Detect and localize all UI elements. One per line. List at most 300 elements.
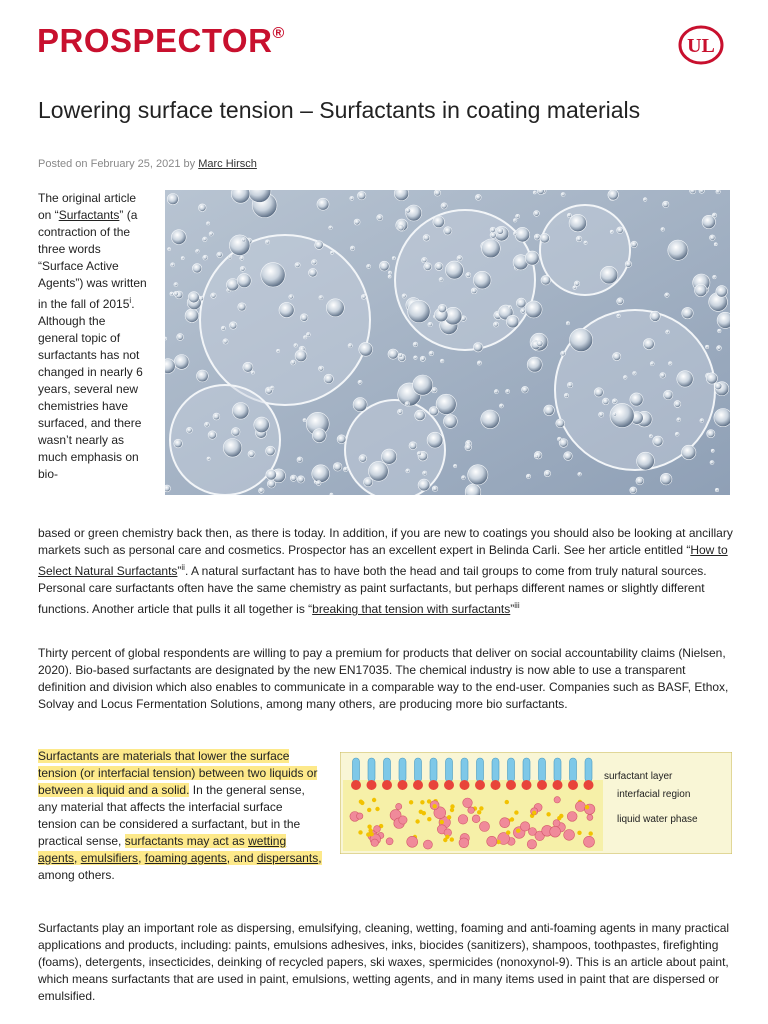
small-bubble — [433, 216, 445, 228]
small-bubble — [594, 388, 603, 397]
water-droplet — [407, 836, 418, 847]
intro-wide-text — [38, 525, 733, 618]
solute-dot — [516, 829, 520, 833]
small-bubble — [266, 446, 276, 456]
paragraph-bio-based: Thirty percent of global respondents are willing to pay a premium for products that deliver on social accountability claims (Nielsen, 2020). Bio-based surfactants are designated by the new EN17035. The chemical industry is now able to use a transparent definition and division which also enables to communicate in a comparable way to the end-user. Companies such as BASF, Ethox, Solvay and Locus Fermentation Solutions, among many others, are producing more bio surfactants. — [38, 646, 729, 711]
small-bubble — [527, 357, 542, 372]
small-bubble — [682, 445, 696, 459]
small-bubble — [361, 294, 366, 299]
small-bubble — [475, 194, 481, 200]
small-bubble — [711, 449, 714, 452]
surfactant-head — [537, 780, 547, 790]
small-bubble — [716, 190, 720, 194]
solute-dot — [450, 808, 454, 812]
label-liquid-water-phase: liquid water phase — [617, 814, 698, 825]
small-bubble — [358, 191, 366, 199]
small-bubble — [663, 201, 669, 207]
small-bubble — [289, 295, 294, 300]
footnote-ref-ii[interactable]: ii — [181, 563, 185, 572]
small-bubble — [428, 322, 432, 326]
small-bubble — [413, 342, 418, 347]
small-bubble — [556, 419, 565, 428]
solute-dot — [477, 810, 481, 814]
small-bubble — [713, 275, 716, 278]
small-bubble — [714, 243, 717, 246]
surfactant-tail — [461, 758, 468, 782]
small-bubble — [436, 394, 456, 414]
small-bubble — [350, 196, 354, 200]
small-bubble — [481, 410, 500, 429]
surfactant-head — [568, 780, 578, 790]
breaking-tension-link[interactable]: breaking that tension with surfactants — [312, 602, 511, 616]
small-bubble — [223, 339, 228, 344]
small-bubble — [174, 355, 189, 370]
small-bubble — [306, 333, 310, 337]
small-bubble — [617, 298, 624, 305]
small-bubble — [174, 291, 179, 296]
small-bubble — [243, 362, 253, 372]
small-bubble — [171, 263, 175, 267]
small-bubble — [631, 241, 637, 247]
highlight-definition: Surfactants are materials that lower the surface tension (or interfacial tension) between two liquids or between a liquid and a solid. — [38, 749, 318, 797]
small-bubble — [643, 339, 654, 350]
small-bubble — [171, 230, 186, 245]
water-droplet — [520, 822, 529, 831]
small-bubble — [533, 191, 536, 194]
small-bubble — [466, 273, 471, 278]
small-bubble — [208, 431, 216, 439]
surfactant-head — [553, 780, 563, 790]
small-bubble — [242, 238, 246, 242]
surfactant-head — [460, 780, 470, 790]
small-bubble — [438, 304, 446, 312]
small-bubble — [388, 275, 391, 278]
water-droplet — [550, 826, 561, 837]
small-bubble — [229, 235, 250, 256]
small-bubble — [408, 300, 430, 322]
small-bubble — [330, 251, 333, 254]
solute-dot — [427, 799, 431, 803]
surfactant-head — [491, 780, 501, 790]
small-bubble — [261, 263, 285, 287]
large-bubble — [170, 385, 280, 495]
small-bubble — [441, 203, 447, 209]
surfactants-link[interactable]: Surfactants — [58, 208, 120, 222]
small-bubble — [613, 352, 621, 360]
small-bubble — [633, 372, 636, 375]
small-bubble — [650, 311, 660, 321]
small-bubble — [564, 393, 568, 397]
small-bubble — [418, 479, 430, 491]
water-droplet — [587, 814, 593, 820]
small-bubble — [513, 219, 517, 223]
small-bubble — [521, 309, 526, 314]
text-run: among others. — [38, 868, 115, 882]
small-bubble — [677, 371, 693, 387]
prospector-logo[interactable] — [37, 24, 285, 57]
small-bubble — [207, 457, 210, 460]
solute-dot — [447, 815, 451, 819]
wetting-agents-link[interactable]: wetting agents — [38, 834, 287, 865]
small-bubble — [427, 432, 443, 448]
small-bubble — [699, 190, 704, 193]
small-bubble — [303, 419, 306, 422]
water-droplet — [553, 820, 560, 827]
surfactant-tail — [446, 758, 453, 782]
small-bubble — [398, 409, 403, 414]
surfactant-head — [506, 780, 516, 790]
surfactant-head — [351, 780, 361, 790]
small-bubble — [617, 227, 624, 234]
small-bubble — [429, 351, 434, 356]
small-bubble — [715, 488, 718, 491]
label-surfactant-layer: surfactant layer — [604, 771, 673, 782]
small-bubble — [423, 471, 427, 475]
small-bubble — [534, 234, 540, 240]
small-bubble — [439, 278, 443, 282]
small-bubble — [444, 415, 458, 429]
water-droplet — [386, 838, 393, 845]
small-bubble — [535, 455, 539, 459]
small-bubble — [251, 371, 254, 374]
surfactant-tail — [554, 758, 561, 782]
small-bubble — [666, 330, 670, 334]
surfactant-tail — [384, 758, 391, 782]
small-bubble — [695, 284, 707, 296]
text-run: The original article on “ — [38, 191, 137, 222]
solute-dot — [375, 807, 379, 811]
small-bubble — [369, 461, 389, 481]
small-bubble — [312, 465, 330, 483]
small-bubble — [617, 314, 620, 317]
water-droplet — [480, 822, 490, 832]
small-bubble — [174, 283, 178, 287]
small-bubble — [199, 204, 207, 212]
small-bubble — [297, 457, 303, 463]
small-bubble — [399, 353, 403, 357]
water-droplet — [423, 840, 432, 849]
water-droplet — [371, 839, 378, 846]
small-bubble — [435, 262, 443, 270]
small-bubble — [324, 374, 333, 383]
small-bubble — [526, 474, 530, 478]
small-bubble — [237, 274, 251, 288]
small-bubble — [254, 417, 270, 433]
text-run: ” — [177, 564, 182, 578]
surfactant-head — [522, 780, 532, 790]
small-bubble — [462, 476, 466, 480]
surfactant-tail — [353, 758, 360, 782]
small-bubble — [382, 449, 397, 464]
small-bubble — [165, 485, 171, 492]
solute-dot — [409, 800, 413, 804]
small-bubble — [279, 302, 294, 317]
small-bubble — [207, 222, 210, 225]
small-bubble — [440, 359, 444, 363]
small-bubble — [660, 373, 666, 379]
ul-logo-text: UL — [687, 35, 715, 57]
solute-dot — [546, 812, 550, 816]
small-bubble — [675, 432, 679, 436]
small-bubble — [650, 362, 654, 366]
posted-date: Posted on February 25, 2021 by — [38, 158, 196, 170]
small-bubble — [473, 343, 482, 352]
small-bubble — [343, 467, 347, 471]
solute-dot — [422, 811, 426, 815]
foam-bubbles-image — [165, 190, 730, 495]
small-bubble — [312, 260, 317, 265]
small-bubble — [682, 307, 693, 318]
small-bubble — [630, 393, 643, 406]
small-bubble — [359, 342, 373, 356]
emulsifiers-link[interactable]: emulsifiers — [80, 851, 139, 865]
small-bubble — [354, 219, 360, 225]
small-bubble — [497, 228, 504, 235]
surfactant-head — [382, 780, 392, 790]
surfactant-head — [584, 780, 594, 790]
small-bubble — [612, 399, 617, 404]
small-bubble — [643, 198, 647, 202]
small-bubble — [223, 439, 242, 458]
solute-dot — [585, 805, 589, 809]
small-bubble — [231, 428, 240, 437]
small-bubble — [238, 303, 246, 311]
small-bubble — [291, 360, 296, 365]
small-bubble — [506, 315, 519, 328]
solute-dot — [505, 800, 509, 804]
small-bubble — [506, 389, 510, 393]
large-bubble — [395, 210, 535, 350]
solute-dot — [358, 830, 362, 834]
solute-dot — [367, 825, 371, 829]
small-bubble — [203, 255, 208, 260]
small-bubble — [185, 309, 199, 323]
solute-dot — [445, 835, 449, 839]
water-droplet — [468, 807, 475, 814]
small-bubble — [677, 418, 681, 422]
solute-dot — [440, 820, 444, 824]
surfactant-head — [413, 780, 423, 790]
solute-dot — [510, 817, 514, 821]
small-bubble — [228, 255, 232, 259]
small-bubble — [570, 328, 593, 351]
small-bubble — [315, 241, 324, 250]
text-run: . A natural surfactant has to have both the head and tail groups to come from truly natural sources. Personal care surfactants often have the same chemistry as paint surfactants, but perhaps different names or slightly different functions. Another article that pulls it all together is “ — [38, 564, 707, 616]
water-droplet — [584, 836, 595, 847]
small-bubble — [576, 236, 582, 242]
ul-logo-icon[interactable] — [678, 25, 724, 65]
small-bubble — [329, 226, 333, 230]
surfactant-tail — [508, 758, 515, 782]
intro-narrow-text — [38, 190, 148, 483]
small-bubble — [181, 257, 184, 260]
small-bubble — [348, 344, 352, 348]
small-bubble — [557, 437, 561, 441]
small-bubble — [637, 452, 655, 470]
solute-dot — [368, 828, 372, 832]
small-bubble — [561, 193, 565, 197]
small-bubble — [211, 293, 216, 298]
water-droplet — [575, 802, 585, 812]
small-bubble — [388, 271, 391, 274]
small-bubble — [573, 286, 576, 289]
small-bubble — [468, 465, 488, 485]
small-bubble — [240, 256, 244, 260]
small-bubble — [420, 356, 425, 361]
post-meta — [38, 158, 257, 170]
water-droplet — [554, 797, 560, 803]
small-bubble — [566, 322, 569, 325]
small-bubble — [710, 235, 716, 241]
small-bubble — [584, 241, 587, 244]
small-bubble — [625, 261, 631, 267]
small-bubble — [266, 469, 277, 480]
solute-dot — [372, 798, 376, 802]
small-bubble — [367, 264, 371, 268]
small-bubble — [700, 419, 704, 423]
small-bubble — [423, 235, 430, 242]
small-bubble — [513, 232, 516, 235]
small-bubble — [197, 370, 209, 382]
water-droplet — [528, 828, 536, 836]
text-run: , and — [226, 851, 257, 865]
small-bubble — [217, 252, 223, 258]
small-bubble — [610, 230, 613, 233]
small-bubble — [294, 344, 297, 347]
water-droplet — [374, 826, 381, 833]
small-bubble — [613, 413, 617, 417]
author-link[interactable]: Marc Hirsch — [198, 158, 257, 170]
footnote-ref-iii[interactable]: iii — [514, 601, 520, 610]
small-bubble — [660, 473, 672, 485]
small-bubble — [402, 294, 406, 298]
small-bubble — [364, 478, 373, 487]
small-bubble — [490, 227, 495, 232]
small-bubble — [248, 451, 255, 458]
small-bubble — [569, 214, 586, 231]
small-bubble — [333, 463, 342, 472]
water-droplet — [463, 798, 473, 808]
small-bubble — [406, 469, 410, 473]
solute-dot — [360, 801, 364, 805]
solute-dot — [367, 808, 371, 812]
solute-dot — [532, 811, 536, 815]
small-bubble — [317, 198, 329, 210]
small-bubble — [477, 361, 481, 365]
small-bubble — [316, 481, 321, 486]
small-bubble — [304, 336, 307, 339]
small-bubble — [424, 263, 432, 271]
small-bubble — [445, 261, 463, 279]
small-bubble — [417, 452, 421, 456]
foaming-agents-link[interactable]: foaming agents — [144, 851, 227, 865]
text-run: surfactants may act as — [124, 834, 249, 848]
registered-mark: ® — [272, 25, 285, 42]
small-bubble — [471, 288, 477, 294]
small-bubble — [165, 337, 167, 340]
small-bubble — [715, 383, 722, 390]
small-bubble — [168, 248, 171, 251]
small-bubble — [309, 268, 318, 277]
surfactant-head — [444, 780, 454, 790]
small-bubble — [574, 281, 579, 286]
small-bubble — [230, 322, 237, 329]
text-run: , — [74, 851, 81, 865]
small-bubble — [664, 390, 673, 399]
water-droplet — [564, 830, 575, 841]
small-bubble — [213, 413, 220, 420]
label-interfacial-region: interfacial region — [617, 789, 691, 800]
solute-dot — [420, 800, 424, 804]
water-droplet — [396, 803, 402, 809]
small-bubble — [434, 190, 440, 196]
small-bubble — [668, 240, 688, 260]
small-bubble — [608, 190, 619, 200]
surfactant-tail — [477, 758, 484, 782]
natural-surfactants-link[interactable]: How to Select Natural Surfactants — [38, 543, 728, 578]
small-bubble — [508, 306, 511, 309]
small-bubble — [525, 251, 539, 265]
small-bubble — [567, 213, 571, 217]
small-bubble — [358, 380, 362, 384]
small-bubble — [405, 208, 410, 213]
small-bubble — [232, 403, 249, 420]
small-bubble — [706, 373, 717, 384]
small-bubble — [192, 264, 201, 273]
small-bubble — [702, 215, 715, 228]
small-bubble — [177, 334, 184, 341]
solute-dot — [427, 817, 431, 821]
small-bubble — [353, 398, 367, 412]
small-bubble — [541, 275, 551, 285]
small-bubble — [337, 435, 346, 444]
surfactant-tail — [430, 758, 437, 782]
footnote-ref-i[interactable]: i — [129, 296, 132, 305]
small-bubble — [398, 225, 404, 231]
small-bubble — [415, 410, 426, 421]
water-droplet — [458, 815, 468, 825]
small-bubble — [599, 412, 604, 417]
solute-dot — [415, 819, 419, 823]
solute-dot — [450, 837, 454, 841]
small-bubble — [240, 266, 245, 271]
small-bubble — [623, 376, 627, 380]
text-run: In the general sense, any material that affects the interfacial surface tension can be considered a surfactant, but in the practical sense, — [38, 783, 305, 848]
small-bubble — [174, 439, 183, 448]
small-bubble — [493, 322, 498, 327]
dispersants-link[interactable]: dispersants — [256, 851, 319, 865]
small-bubble — [534, 211, 540, 217]
small-bubble — [544, 470, 550, 476]
water-droplet — [567, 812, 577, 822]
text-run: ” (a contraction of the three words “Surface Active Agents”) was written in the fall of 2015 — [38, 208, 147, 311]
small-bubble — [167, 194, 178, 205]
water-droplet — [500, 818, 510, 828]
small-bubble — [270, 386, 274, 390]
small-bubble — [669, 362, 672, 365]
solute-dot — [577, 831, 581, 835]
text-run: , — [138, 851, 145, 865]
small-bubble — [707, 430, 715, 438]
surfactant-tail — [415, 758, 422, 782]
solute-dot — [479, 806, 483, 810]
small-bubble — [265, 240, 269, 244]
small-bubble — [188, 292, 199, 303]
small-bubble — [653, 436, 663, 446]
small-bubble — [473, 271, 491, 289]
small-bubble — [454, 464, 457, 467]
solute-dot — [506, 830, 510, 834]
